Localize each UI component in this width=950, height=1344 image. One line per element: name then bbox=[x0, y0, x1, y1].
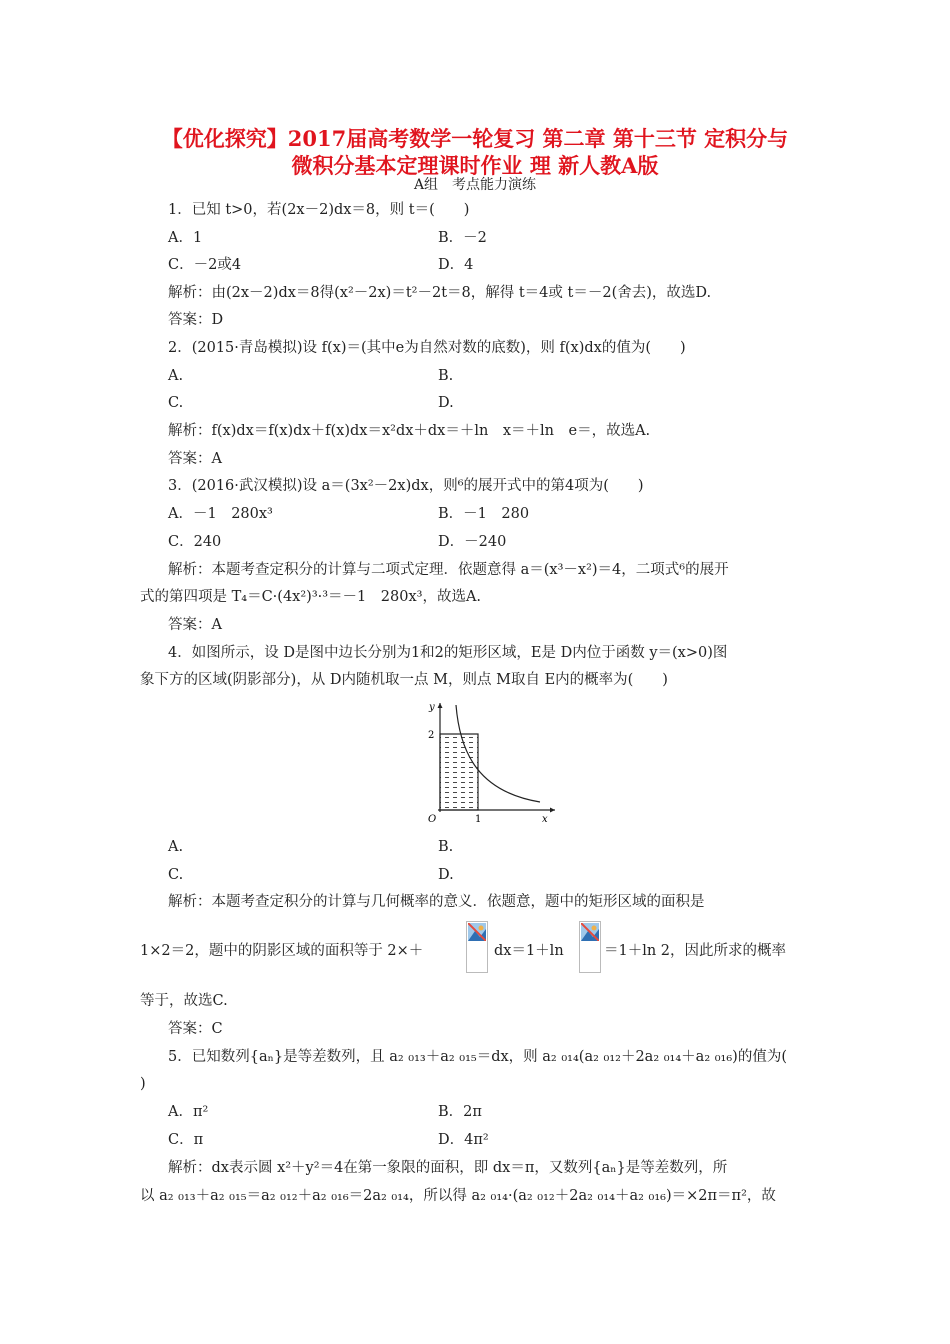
doc-title-line1: 【优化探究】2017届高考数学一轮复习 第二章 第十三节 定积分与 bbox=[161, 126, 789, 151]
q4-analysis-2a: 1×2＝2，题中的阴影区域的面积等于 2×＋ bbox=[140, 943, 424, 959]
q1-option-a: A．1 bbox=[168, 230, 203, 246]
fig-label-1: 1 bbox=[475, 814, 482, 825]
q5-option-a: A．π² bbox=[168, 1104, 209, 1120]
q5-stem-1: 5．已知数列{aₙ}是等差数列，且 a₂ ₀₁₃＋a₂ ₀₁₅＝dx，则 a₂ ₀₁₄(a₂ ₀₁₂＋2a₂ ₀₁₄＋a₂ ₀₁₆)的值为( bbox=[168, 1049, 787, 1065]
q3-options-cd bbox=[168, 532, 858, 552]
y-arrow-icon bbox=[438, 703, 443, 708]
q2-stem: 2．(2015·青岛模拟)设 f(x)＝(其中e为自然对数的底数)，则 f(x)dx的值为( ) bbox=[168, 340, 686, 356]
q5-analysis-2: 以 a₂ ₀₁₃＋a₂ ₀₁₅＝a₂ ₀₁₂＋a₂ ₀₁₆＝2a₂ ₀₁₄，所以得 a₂ ₀₁₄·(a₂ ₀₁₂＋2a₂ ₀₁₄＋a₂ ₀₁₆)＝×2π＝π²，故 bbox=[140, 1188, 776, 1204]
q5-options-cd bbox=[168, 1130, 858, 1150]
q5-option-d: D．4π² bbox=[438, 1132, 489, 1148]
section-subtitle: A组 考点能力演练 bbox=[413, 177, 537, 193]
q2-options-ab bbox=[168, 366, 858, 386]
q4-analysis-2b: dx＝1＋ln bbox=[494, 943, 564, 959]
fig-label-x: x bbox=[542, 814, 548, 825]
q4-options-cd bbox=[168, 865, 858, 885]
q3-stem: 3．(2016·武汉模拟)设 a＝(3x²－2x)dx，则⁶的展开式中的第4项为( ) bbox=[168, 478, 644, 494]
q5-option-b: B．2π bbox=[438, 1104, 482, 1120]
q1-options-ab bbox=[168, 228, 858, 248]
q4-analysis-2c: ＝1＋ln 2，因此所求的概率 bbox=[604, 943, 787, 959]
q3-option-d: D．－240 bbox=[438, 534, 507, 550]
q2-answer: 答案：A bbox=[168, 451, 222, 467]
q5-options-ab bbox=[168, 1102, 858, 1122]
q2-option-a: A. bbox=[168, 368, 184, 384]
broken-image-icon bbox=[579, 921, 601, 973]
q1-option-c: C．－2或4 bbox=[168, 257, 242, 273]
q1-option-b: B．－2 bbox=[438, 230, 487, 246]
q5-stem-2: ) bbox=[140, 1076, 146, 1092]
q2-option-d: D. bbox=[438, 395, 454, 411]
q3-option-a: A．－1 280x³ bbox=[168, 506, 273, 522]
q2-option-c: C. bbox=[168, 395, 184, 411]
q2-option-b: B. bbox=[438, 368, 454, 384]
q5-analysis-1: 解析：dx表示圆 x²＋y²＝4在第一象限的面积，即 dx＝π，又数列{aₙ}是等差数列，所 bbox=[168, 1160, 728, 1176]
q3-analysis-2: 式的第四项是 T₄＝C·(4x²)³·³＝－1 280x³，故选A. bbox=[140, 589, 482, 605]
shaded-region bbox=[440, 734, 478, 810]
q3-answer: 答案：A bbox=[168, 617, 222, 633]
q5-option-c: C．π bbox=[168, 1132, 204, 1148]
broken-image-icon bbox=[466, 921, 488, 973]
q3-analysis-1: 解析：本题考查定积分的计算与二项式定理．依题意得 a＝(x³－x²)＝4，二项式⁶的展开 bbox=[168, 562, 729, 578]
q3-options-ab bbox=[168, 504, 858, 524]
fig-label-o: O bbox=[428, 814, 437, 825]
q4-answer: 答案：C bbox=[168, 1021, 223, 1037]
q4-option-d: D. bbox=[438, 867, 454, 883]
x-arrow-icon bbox=[550, 808, 555, 813]
q4-stem-2: 象下方的区域(阴影部分)，从 D内随机取一点 M，则点 M取自 E内的概率为( ) bbox=[140, 672, 668, 688]
q1-stem: 1．已知 t>0，若(2x－2)dx＝8，则 t＝( ) bbox=[168, 202, 470, 218]
q1-options-cd bbox=[168, 255, 858, 275]
q4-option-a: A. bbox=[168, 839, 184, 855]
q3-option-b: B．－1 280 bbox=[438, 506, 530, 522]
q4-option-b: B. bbox=[438, 839, 454, 855]
q1-option-d: D．4 bbox=[438, 257, 474, 273]
q3-option-c: C．240 bbox=[168, 534, 222, 550]
q4-option-c: C. bbox=[168, 867, 184, 883]
fig-label-2: 2 bbox=[428, 730, 435, 741]
q2-options-cd bbox=[168, 393, 858, 413]
fig-label-y: y bbox=[429, 702, 435, 713]
q1-analysis: 解析：由(2x－2)dx＝8得(x²－2x)＝t²－2t＝8，解得 t＝4或 t＝－2(舍去)，故选D. bbox=[168, 285, 712, 301]
doc-title-line2: 微积分基本定理课时作业 理 新人教A版 bbox=[291, 153, 659, 178]
q4-stem-1: 4．如图所示，设 D是图中边长分别为1和2的矩形区域，E是 D内位于函数 y＝(x>0)图 bbox=[168, 645, 728, 661]
q4-figure bbox=[420, 700, 560, 830]
q1-answer: 答案：D bbox=[168, 312, 224, 328]
q4-options-ab bbox=[168, 837, 858, 857]
q4-analysis-3: 等于，故选C. bbox=[140, 993, 228, 1009]
q2-analysis: 解析：f(x)dx＝f(x)dx＋f(x)dx＝x²dx＋dx＝＋ln x＝＋ln e＝，故选A. bbox=[168, 423, 651, 439]
q4-analysis-1: 解析：本题考查定积分的计算与几何概率的意义．依题意，题中的矩形区域的面积是 bbox=[168, 894, 705, 910]
